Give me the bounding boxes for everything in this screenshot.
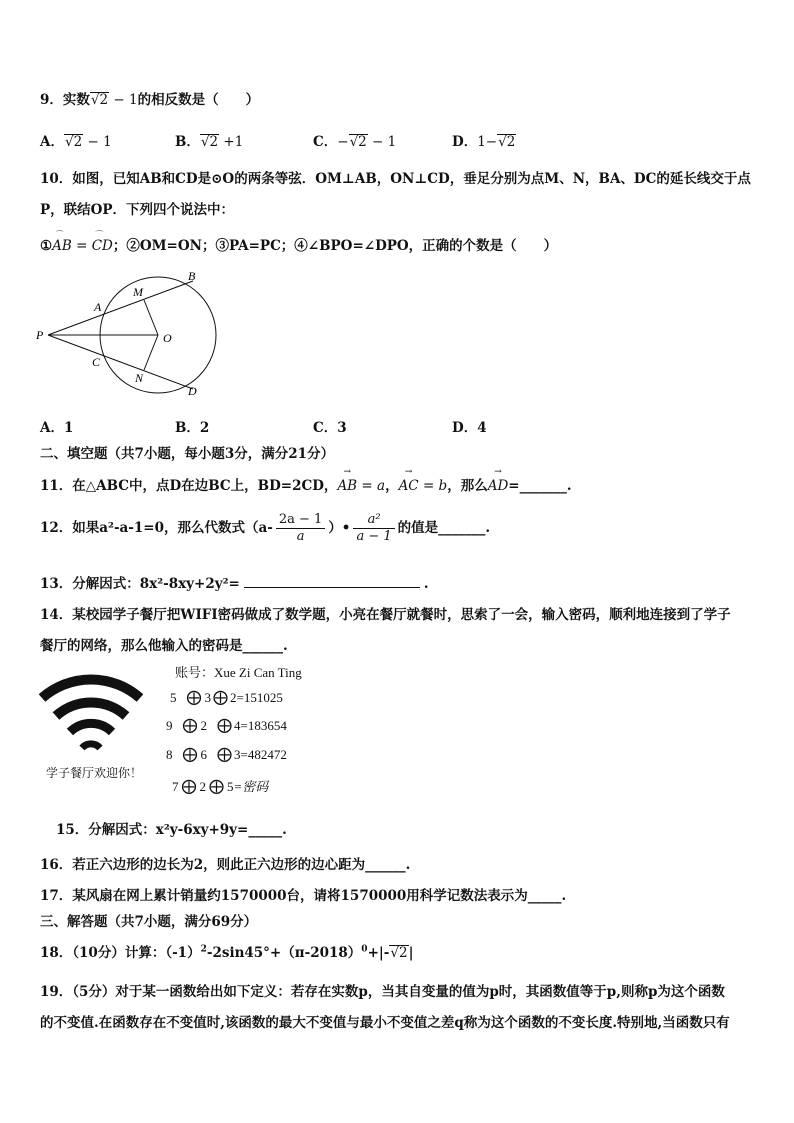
q19-stem-line1: 19．（5分）对于某一函数给出如下定义：若存在实数p，当其自变量的值为p时，其函数值等于p,则称p为这个函数 [40,984,725,1000]
wifi-caption: 学子餐厅欢迎你！ [46,766,143,780]
q18-stem: 18．（10分）计算：$(-1)^2-2\sin 45^\circ+(\pi-2018)^0+|-√2|$ [40,944,414,961]
wifi-equation-4: 7 ⨁ 2 ⨁ 5=密码 [172,779,269,795]
label-m: M [133,285,143,299]
label-d: D [188,384,197,398]
label-n: N [135,371,144,385]
q9-option-c: C．−√2 − 1 [313,134,397,150]
q9-option-d: D．1−√2 [452,134,516,150]
q9-option-a: A．√2 − 1 [40,134,112,150]
label-c: C [92,355,101,369]
label-b: B [188,269,196,283]
section-fill-in-heading: 二、填空题（共7小题，每小题3分，满分21分） [40,446,335,462]
q16-stem: 16．若正六边形的边长为2，则此正六边形的边心距为______. [40,857,411,873]
q13-stem: 13．分解因式：8x²-8xy+2y²= . [40,576,429,592]
label-a: A [94,300,102,314]
q17-stem: 17．某风扇在网上累计销量约1570000台，请将1570000用科学记数法表示为_____. [40,888,567,904]
q10-circle-figure [30,268,230,398]
q10-stem-line1: 10．如图，已知AB和CD是⊙O的两条等弦．OM⊥AB，ON⊥CD，垂足分别为点M、N，BA、DC的延长线交于点 [40,171,751,187]
answer-blank [244,575,420,588]
q9-option-b: B．√2 +1 [175,134,244,150]
q10-option-b: B．2 [175,420,210,436]
line-pb [48,281,193,335]
q10-option-a: A．1 [40,420,74,436]
label-o: O [163,331,172,345]
q10-stem-line2: P，联结OP．下列四个说法中： [40,202,235,218]
wifi-account: 账号：Xue Zi Can Ting [175,665,302,680]
q15-stem: 15．分解因式：x²y-6xy+9y=_____. [56,822,287,838]
q11-stem: 11．在△ABC中，点D在边BC上，BD=2CD，→ AB = a，→ AC = b，那么→ AD=_______. [40,474,572,494]
q19-stem-line2: 的不变值.在函数存在不变值时,该函数的最大不变值与最小不变值之差q称为这个函数的不变长度.特别地,当函数只有 [40,1015,730,1031]
line-om [144,300,158,335]
q10-option-c: C．3 [313,420,347,436]
label-p: P [36,328,44,342]
sqrt-symbol: √2 [90,92,109,108]
q10-statements: ① ⌒ AB = ⌒ CD；②OM=ON；③PA=PC；④∠BPO=∠DPO，正确的个数是（ ） [40,230,558,254]
wifi-icon [36,668,146,756]
q12-stem: 12．如果a²-a-1=0，那么代数式（a- $\frac{2a - 1}{a}$ ）• $\frac{\text{a²}}{a - 1}$ 的值是_______. [40,512,491,544]
line-on [144,335,158,370]
q14-stem-line1: 14．某校园学子餐厅把WIFI密码做成了数学题，小亮在餐厅就餐时，思索了一会，输入密码，顺利地连接到了学子 [40,607,731,623]
q14-stem-line2: 餐厅的网络，那么他输入的密码是______. [40,638,288,654]
section-solve-heading: 三、解答题（共7小题，满分69分） [40,914,258,930]
wifi-equation-1: 5 ⨁ 3 ⨁ 2=151025 [170,690,283,706]
wifi-equation-2: 9 ⨁ 2 ⨁ 4=183654 [166,718,287,734]
q9-stem: 9．实数√2 − 1的相反数是（ ） [40,92,260,108]
q10-option-d: D．4 [452,420,487,436]
wifi-equation-3: 8 ⨁ 6 ⨁ 3=482472 [166,747,287,763]
